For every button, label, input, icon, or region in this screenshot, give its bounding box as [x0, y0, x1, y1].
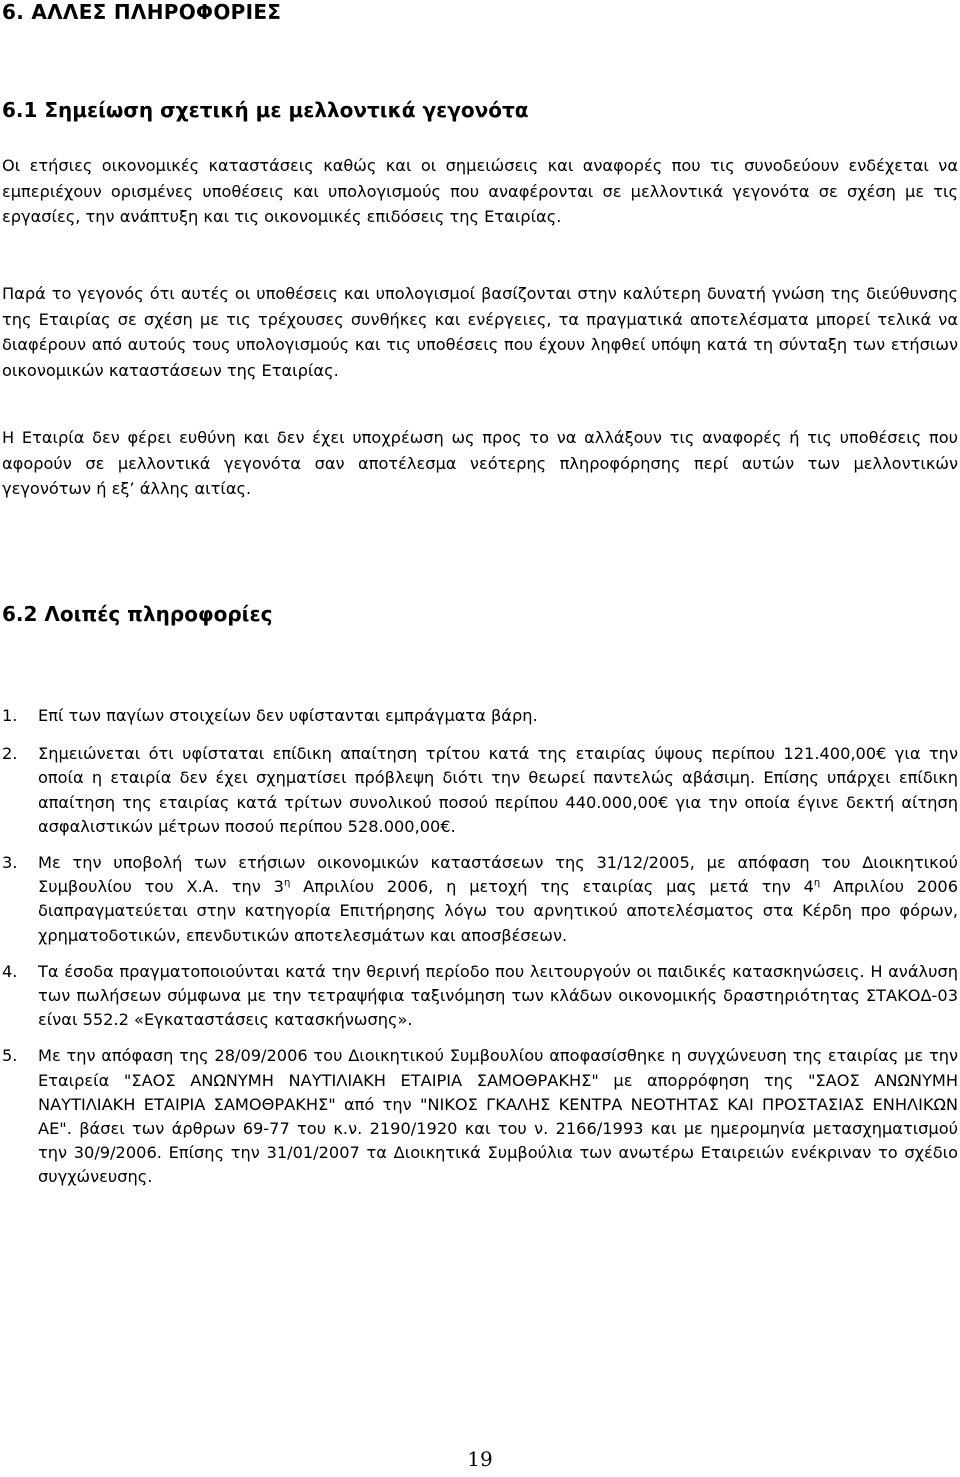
list-item-text [38, 853, 958, 945]
list-item-text-part: Με την υποβολή των ετήσιων οικονομικών καταστάσεων της 31/12/2005, με απόφαση του Διοικητικού Συμβουλίου του Χ.Α. την 3 [38, 853, 958, 897]
other-info-list [2, 704, 958, 1190]
paragraph-forward-looking-2: Παρά το γεγονός ότι αυτές οι υποθέσεις και υπολογισμοί βασίζονται στην καλύτερη δυνατή γνώση της διεύθυνσης της Εταιρίας σε σχέση με τις τρέχουσες συνθήκες και ενέργειες, τα πραγματικά αποτελέσματα μπορεί τελικά να διαφέρουν από αυτούς τους υπολογισμούς και τις υποθέσεις που έχουν ληφθεί υπόψη κατά τη σύνταξη των ετήσιων οικονομικών καταστάσεων της Εταιρίας. [2, 284, 958, 380]
list-item-text-part: Απριλίου 2006 διαπραγματεύεται στην κατηγορία Επιτήρησης λόγω του αρνητικού αποτελέσματος στα Κέρδη προ φόρων, χρηματοδοτικών, επενδυτικών αποτελεσμάτων και αποσβέσεων. [38, 877, 959, 945]
list-item [2, 1044, 958, 1189]
list-item-text-part: Απριλίου 2006, η μετοχή της εταιρίας μας μετά την 4 [290, 877, 814, 897]
list-item-number: 1. [2, 706, 18, 725]
list-item [2, 742, 958, 839]
subsection-heading-6-1: 6.1 Σημείωση σχετική με μελλοντικά γεγονότα [2, 98, 529, 122]
list-item [2, 960, 958, 1033]
page-number: 19 [467, 1447, 493, 1471]
list-item-text: Με την απόφαση της 28/09/2006 του Διοικητικού Συμβουλίου αποφασίσθηκε η συγχώνευση της εταιρίας με την Εταιρεία "ΣΑΟΣ ΑΝΩΝΥΜΗ ΝΑΥΤΙΛΙΑΚΗ ΕΤΑΙΡΙΑ ΣΑΜΟΘΡΑΚΗΣ" με απορρόφηση της "ΣΑΟΣ ΑΝΩΝΥΜΗ ΝΑΥΤΙΛΙΑΚΗ ΕΤΑΙΡΙΑ ΣΑΜΟΘΡΑΚΗΣ" από την "ΝΙΚΟΣ ΓΚΑΛΗΣ ΚΕΝΤΡΑ ΝΕΟΤΗΤΑΣ ΚΑΙ ΠΡΟΣΤΑΣΙΑΣ ΕΝΗΛΙΚΩΝ ΑΕ". βάσει των άρθρων 69-77 του κ.ν. 2190/1920 και του ν. 2166/1993 και με ημερομηνία μετασχηματισμού την 30/9/2006. Επίσης την 31/01/2007 τα Διοικητικά Συμβούλια των ανωτέρω Εταιρειών ενέκριναν το σχέδιο συγχώνευσης. [38, 1046, 958, 1187]
list-item [2, 704, 958, 728]
superscript-ordinal: η [813, 877, 821, 889]
list-item-number: 3. [2, 853, 18, 873]
list-item-text: Τα έσοδα πραγματοποιούνται κατά την θερινή περίοδο που λειτουργούν οι παιδικές κατασκηνώσεις. Η ανάλυση των πωλήσεων σύμφωνα με την τετραψήφια ταξινόμηση των κλάδων οικονομικής δραστηριότητας ΣΤΑΚΟΔ-03 είναι 552.2 «Εγκαταστάσεις κατασκήνωσης». [38, 961, 958, 1030]
list-item [2, 851, 958, 948]
list-item-number: 4. [2, 961, 18, 981]
list-item-text: Επί των παγίων στοιχείων δεν υφίστανται εμπράγματα βάρη. [38, 706, 538, 725]
list-item-number: 2. [2, 744, 18, 764]
section-heading: 6. ΑΛΛΕΣ ΠΛΗΡΟΦΟΡΙΕΣ [2, 0, 282, 24]
paragraph-forward-looking-3: Η Εταιρία δεν φέρει ευθύνη και δεν έχει υποχρέωση ως προς το να αλλάξουν τις αναφορές ή τις υποθέσεις που αφορούν σε μελλοντικά γεγονότα σαν αποτέλεσμα νεότερης πληροφόρησης περί αυτών των μελλοντικών γεγονότων ή εξ’ άλλης αιτίας. [2, 428, 958, 498]
list-item-text: Σημειώνεται ότι υφίσταται επίδικη απαίτηση τρίτου κατά της εταιρίας ύψους περίπου 121.400,00€ για την οποία η εταιρία δεν έχει σχηματίσει πρόβλεψη διότι την θεωρεί παντελώς αβάσιμη. Επίσης υπάρχει επίδικη απαίτηση της εταιρίας κατά τρίτων συνολικού ποσού περίπου 440.000,00€ για την οποία έγινε δεκτή αίτηση ασφαλιστικών μέτρων ποσού περίπου 528.000,00€. [38, 744, 958, 836]
subsection-heading-6-2: 6.2 Λοιπές πληροφορίες [2, 602, 273, 626]
list-item-number: 5. [2, 1046, 18, 1066]
superscript-ordinal: η [284, 877, 291, 889]
paragraph-forward-looking-1: Οι ετήσιες οικονομικές καταστάσεις καθώς και οι σημειώσεις και αναφορές που τις συνοδεύουν ενδέχεται να εμπεριέχουν ορισμένες υποθέσεις και υπολογισμούς που αναφέρονται σε μελλοντικά γεγονότα σε σχέση με τις εργασίες, την ανάπτυξη και τις οικονομικές επιδόσεις της Εταιρίας. [2, 156, 958, 226]
